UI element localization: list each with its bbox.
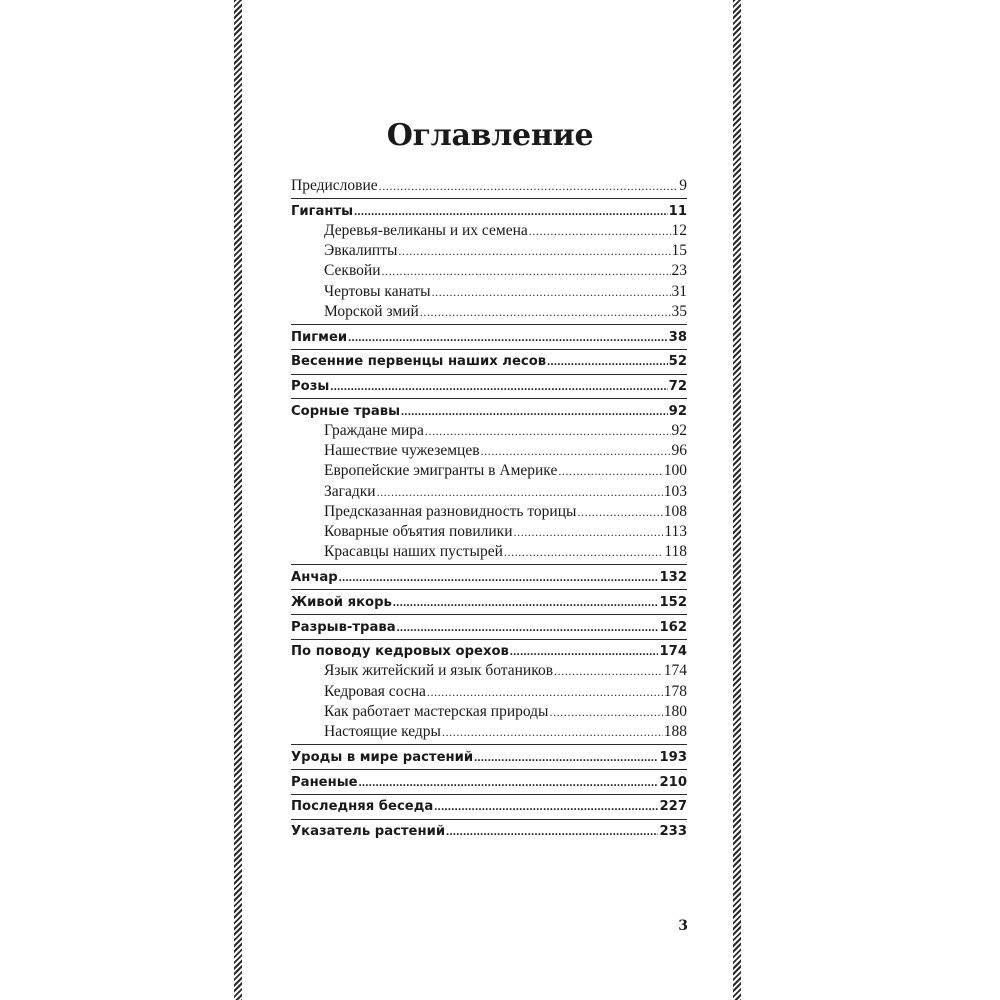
- dot-leader: [577, 502, 662, 522]
- toc-entry: [291, 617, 687, 637]
- dot-leader: [377, 482, 663, 502]
- toc-entry-title: По поводу кедровых орехов: [291, 644, 509, 660]
- page-number: 3: [678, 918, 688, 934]
- toc-entry: [291, 796, 687, 816]
- toc-entry-page: 31: [671, 282, 687, 300]
- page-edge-right: [733, 0, 741, 1000]
- toc-entry-title: Коварные объятия повилики: [324, 522, 513, 540]
- toc-entry-page: 23: [671, 262, 687, 280]
- toc-entry: [291, 176, 687, 196]
- toc-entry: [291, 221, 687, 241]
- toc-entry-page: 9: [679, 177, 687, 194]
- toc-entry-title: Разрыв-трава: [291, 619, 396, 635]
- toc-entry: [291, 772, 687, 792]
- toc-entry-title: Гиганты: [291, 203, 354, 219]
- toc-entry-title: Сорные травы: [291, 403, 401, 419]
- toc-entry-page: 103: [663, 482, 687, 500]
- toc-entry-page: 193: [659, 749, 687, 765]
- toc-entry-page: 15: [671, 242, 687, 260]
- dot-leader: [474, 747, 658, 767]
- dot-leader: [427, 682, 663, 702]
- toc-entry: [291, 682, 687, 702]
- toc-entry-title: Настоящие кедры: [324, 723, 441, 741]
- toc-entry: [291, 461, 687, 481]
- dot-leader: [446, 821, 658, 841]
- toc-entry-title: Эвкалипты: [324, 242, 398, 260]
- toc-entry-title: Пигмеи: [291, 329, 348, 345]
- dot-leader: [514, 522, 664, 542]
- toc-entry-title: Анчар: [291, 569, 338, 585]
- toc-entry: [291, 567, 687, 587]
- toc-entry-title: Кедровая сосна: [324, 682, 426, 700]
- toc-entry: [291, 441, 687, 461]
- dot-leader: [420, 302, 671, 322]
- toc-entry-title: Предисловие: [291, 177, 378, 194]
- toc-entry: [291, 502, 687, 522]
- dot-leader: [481, 441, 671, 461]
- toc-entry-title: Чертовы канаты: [324, 282, 431, 300]
- toc-entry-page: 152: [659, 594, 687, 610]
- dot-leader: [432, 282, 671, 302]
- toc-entry-title: Граждане мира: [324, 422, 424, 440]
- toc-entry-page: 52: [668, 354, 687, 370]
- toc-entry-title: Весенние первенцы наших лесов: [291, 354, 547, 370]
- toc-entry: [291, 327, 687, 347]
- toc-entry-page: 118: [664, 543, 687, 561]
- toc-entry: [291, 282, 687, 302]
- toc-entry-page: 233: [659, 824, 687, 840]
- toc-entry: [291, 201, 687, 221]
- dot-leader: [330, 376, 667, 396]
- toc-entry-title: Деревья-великаны и их семена: [324, 221, 528, 239]
- toc-entry-title: Раненые: [291, 774, 358, 790]
- toc-entry: [291, 401, 687, 421]
- dot-leader: [442, 722, 663, 742]
- dot-leader: [339, 567, 659, 587]
- toc-entry: [291, 821, 687, 841]
- dot-leader: [558, 461, 662, 481]
- toc-entry-page: 178: [663, 682, 687, 700]
- toc-entry: [291, 592, 687, 612]
- dot-leader: [425, 421, 671, 441]
- toc-entry-page: 35: [671, 302, 687, 320]
- toc-entry: [291, 376, 687, 396]
- table-of-contents: [291, 176, 687, 841]
- toc-entry-page: 72: [668, 379, 687, 395]
- toc-entry-page: 132: [659, 569, 687, 585]
- toc-entry-title: Розы: [291, 379, 330, 395]
- dot-leader: [354, 201, 668, 221]
- toc-entry: [291, 722, 687, 742]
- toc-entry-page: 38: [668, 329, 687, 345]
- toc-entry-title: Уроды в мире растений: [291, 749, 474, 765]
- toc-entry: [291, 261, 687, 281]
- toc-entry-title: Язык житейский и язык ботаников: [324, 662, 554, 680]
- toc-entry: [291, 351, 687, 371]
- dot-leader: [529, 221, 671, 241]
- toc-entry-page: 180: [663, 702, 687, 720]
- toc-entry-page: 12: [671, 221, 687, 239]
- toc-entry-page: 92: [671, 422, 687, 440]
- dot-leader: [554, 661, 663, 681]
- toc-entry-page: 188: [663, 723, 687, 741]
- toc-entry-title: Живой якорь: [291, 594, 392, 610]
- dot-leader: [379, 176, 679, 196]
- dot-leader: [359, 772, 659, 792]
- toc-entry: [291, 641, 687, 661]
- toc-entry-title: Загадки: [324, 482, 376, 500]
- dot-leader: [547, 351, 668, 371]
- toc-entry-title: Указатель растений: [291, 824, 446, 840]
- dot-leader: [397, 617, 659, 637]
- toc-entry-page: 174: [663, 662, 687, 680]
- dot-leader: [348, 327, 668, 347]
- toc-entry: [291, 747, 687, 767]
- toc-entry-title: Секвойи: [324, 262, 381, 280]
- dot-leader: [504, 542, 663, 562]
- toc-entry-title: Последняя беседа: [291, 799, 434, 815]
- toc-entry: [291, 482, 687, 502]
- dot-leader: [398, 241, 670, 261]
- toc-entry-page: 108: [663, 502, 687, 520]
- toc-entry-title: Красавцы наших пустырей: [324, 543, 503, 561]
- toc-entry-title: Морской змий: [324, 302, 419, 320]
- toc-entry-title: Нашествие чужеземцев: [324, 442, 480, 460]
- toc-entry-page: 113: [664, 522, 687, 540]
- toc-entry-page: 11: [668, 203, 687, 219]
- toc-entry: [291, 661, 687, 681]
- toc-entry-page: 210: [659, 774, 687, 790]
- toc-entry: [291, 241, 687, 261]
- page-edge-left: [234, 0, 242, 1000]
- dot-leader: [401, 401, 668, 421]
- dot-leader: [549, 702, 662, 722]
- dot-leader: [382, 261, 671, 281]
- toc-entry-page: 92: [668, 403, 687, 419]
- toc-entry-page: 174: [659, 644, 687, 660]
- toc-entry: [291, 702, 687, 722]
- toc-entry-title: Предсказанная разновидность торицы: [324, 502, 577, 520]
- toc-entry: [291, 522, 687, 542]
- toc-entry: [291, 421, 687, 441]
- toc-title: Оглавление: [386, 118, 594, 153]
- toc-entry-title: Европейские эмигранты в Америке: [324, 462, 558, 480]
- toc-entry: [291, 302, 687, 322]
- dot-leader: [510, 641, 659, 661]
- toc-entry-page: 162: [659, 619, 687, 635]
- toc-entry: [291, 542, 687, 562]
- dot-leader: [434, 796, 658, 816]
- toc-entry-page: 227: [659, 799, 687, 815]
- dot-leader: [393, 592, 659, 612]
- toc-entry-page: 96: [671, 442, 687, 460]
- toc-entry-page: 100: [663, 462, 687, 480]
- toc-entry-title: Как работает мастерская природы: [324, 702, 549, 720]
